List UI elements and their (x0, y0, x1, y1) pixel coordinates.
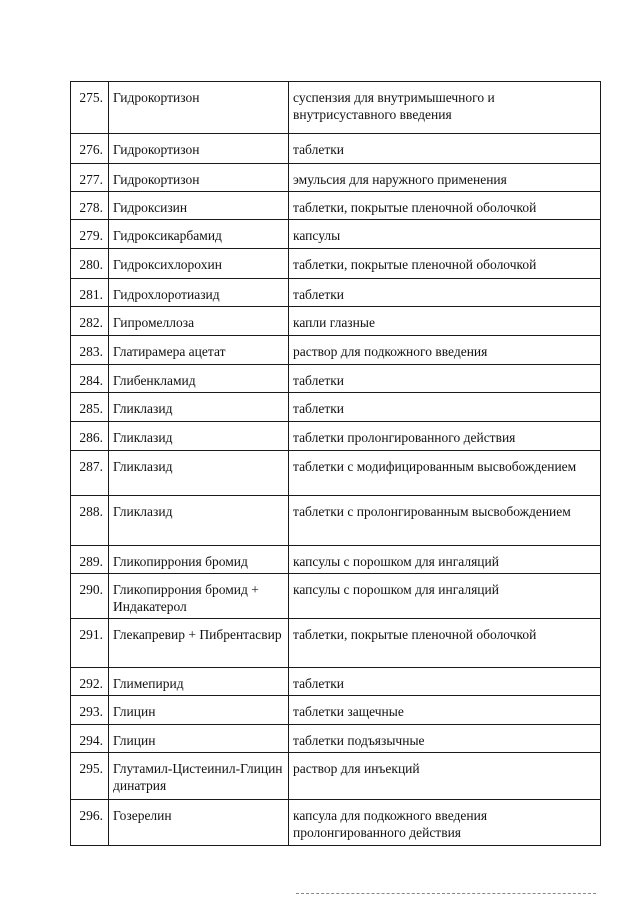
dosage-form: раствор для инъекций (289, 753, 601, 800)
drug-name: Гидрокортизон (109, 82, 289, 134)
drug-name: Глицин (109, 725, 289, 753)
row-number: 287. (71, 451, 109, 496)
dosage-form: таблетки, покрытые пленочной оболочкой (289, 249, 601, 279)
drug-name: Гликлазид (109, 393, 289, 422)
dosage-form: таблетки с модифицированным высвобождением (289, 451, 601, 496)
row-number: 278. (71, 192, 109, 220)
drug-name: Глибенкламид (109, 365, 289, 393)
table-row (71, 164, 601, 192)
dosage-form: таблетки (289, 365, 601, 393)
row-number: 285. (71, 393, 109, 422)
dosage-form: таблетки с пролонгированным высвобождением (289, 496, 601, 546)
dosage-form: капсулы с порошком для ингаляций (289, 546, 601, 574)
table-row (71, 496, 601, 546)
table-row (71, 422, 601, 451)
drug-name: Гликлазид (109, 496, 289, 546)
dosage-form: капсула для подкожного введения пролонгированного действия (289, 800, 601, 846)
table-row (71, 725, 601, 753)
row-number: 293. (71, 696, 109, 725)
table-row (71, 451, 601, 496)
table-row (71, 619, 601, 668)
dosage-form: раствор для подкожного введения (289, 336, 601, 365)
row-number: 276. (71, 134, 109, 164)
dosage-form: таблетки пролонгированного действия (289, 422, 601, 451)
table-row (71, 696, 601, 725)
drug-name: Глатирамера ацетат (109, 336, 289, 365)
table-row (71, 753, 601, 800)
row-number: 283. (71, 336, 109, 365)
drug-name: Глекапревир + Пибрентасвир (109, 619, 289, 668)
dosage-form: таблетки защечные (289, 696, 601, 725)
row-number: 277. (71, 164, 109, 192)
table-row (71, 82, 601, 134)
row-number: 296. (71, 800, 109, 846)
drug-name: Гидрохлоротиазид (109, 279, 289, 307)
row-number: 279. (71, 220, 109, 249)
bottom-divider (296, 893, 596, 894)
row-number: 280. (71, 249, 109, 279)
table-row (71, 249, 601, 279)
row-number: 284. (71, 365, 109, 393)
drug-name: Гозерелин (109, 800, 289, 846)
dosage-form: капсулы (289, 220, 601, 249)
drug-list-table (70, 81, 601, 846)
drug-name: Гликлазид (109, 451, 289, 496)
row-number: 292. (71, 668, 109, 696)
dosage-form: таблетки подъязычные (289, 725, 601, 753)
drug-name: Гликопиррония бромид + Индакатерол (109, 574, 289, 619)
dosage-form: таблетки, покрытые пленочной оболочкой (289, 619, 601, 668)
row-number: 288. (71, 496, 109, 546)
dosage-form: эмульсия для наружного применения (289, 164, 601, 192)
drug-name: Глутамил-Цистеинил-Глицин динатрия (109, 753, 289, 800)
dosage-form: таблетки, покрытые пленочной оболочкой (289, 192, 601, 220)
drug-list-body (71, 82, 601, 846)
row-number: 275. (71, 82, 109, 134)
table-row (71, 574, 601, 619)
table-row (71, 307, 601, 336)
drug-name: Гидроксихлорохин (109, 249, 289, 279)
dosage-form: таблетки (289, 279, 601, 307)
table-row (71, 279, 601, 307)
drug-name: Гликлазид (109, 422, 289, 451)
dosage-form: таблетки (289, 668, 601, 696)
table-row (71, 393, 601, 422)
drug-name: Гидроксизин (109, 192, 289, 220)
drug-name: Гликопиррония бромид (109, 546, 289, 574)
table-row (71, 546, 601, 574)
dosage-form: таблетки (289, 393, 601, 422)
drug-name: Гидрокортизон (109, 164, 289, 192)
dosage-form: капли глазные (289, 307, 601, 336)
row-number: 286. (71, 422, 109, 451)
table-row (71, 336, 601, 365)
dosage-form: таблетки (289, 134, 601, 164)
row-number: 281. (71, 279, 109, 307)
row-number: 290. (71, 574, 109, 619)
drug-name: Гидроксикарбамид (109, 220, 289, 249)
drug-name: Глимепирид (109, 668, 289, 696)
drug-name: Гидрокортизон (109, 134, 289, 164)
dosage-form: суспензия для внутримышечного и внутрисуставного введения (289, 82, 601, 134)
drug-name: Глицин (109, 696, 289, 725)
row-number: 294. (71, 725, 109, 753)
drug-name: Гипромеллоза (109, 307, 289, 336)
table-row (71, 668, 601, 696)
table-row (71, 192, 601, 220)
table-row (71, 220, 601, 249)
table-row (71, 365, 601, 393)
table-row (71, 800, 601, 846)
row-number: 295. (71, 753, 109, 800)
table-row (71, 134, 601, 164)
dosage-form: капсулы с порошком для ингаляций (289, 574, 601, 619)
row-number: 289. (71, 546, 109, 574)
row-number: 282. (71, 307, 109, 336)
row-number: 291. (71, 619, 109, 668)
